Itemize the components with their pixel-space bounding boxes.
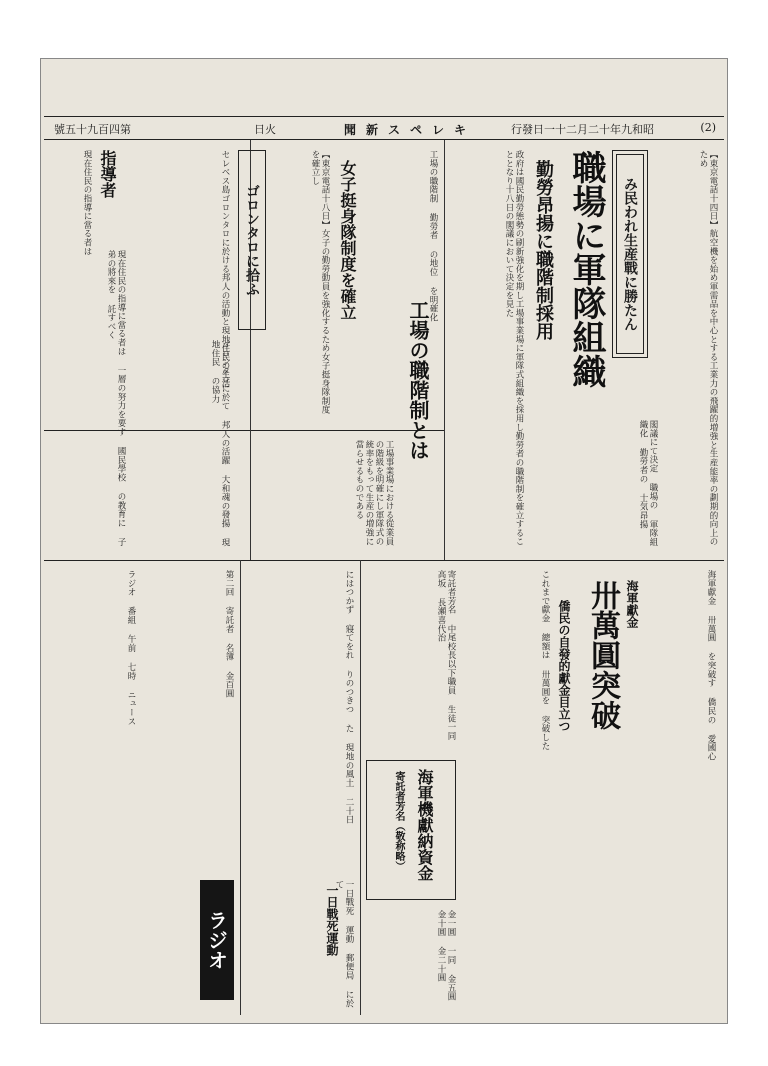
main-subheadline: 勤勞昂揚に職階制採用 — [533, 160, 554, 340]
paper-name: 聞新スペレキ — [344, 123, 477, 137]
navy-donation-subheadline: 僑民の自發的獻金目立つ — [557, 600, 571, 732]
body-column: 工場の職階制 勤勞者 の地位 を明確化 — [428, 150, 438, 322]
divider — [360, 560, 361, 1015]
banner-text: み民われ生産戰に勝たん — [616, 154, 644, 354]
body-column: 現在住民の指導に當る者は 一層の努力を要す 國民學校 の教育に 子弟の將來を 託すべく — [106, 250, 126, 547]
divider — [444, 140, 445, 560]
divider — [44, 560, 724, 561]
donor-list: 寄託者芳名 中尾校長以下職員 生徒一同 高坂 長瀬喜代治 — [436, 570, 456, 741]
navy-aircraft-fund-box — [366, 760, 456, 900]
weekday: 日火 — [254, 123, 276, 136]
navy-donation-headline: 卅萬圓突破 — [585, 580, 620, 730]
main-body-text: 政府は國民勤勞態勢の刷新強化を期し工場事業場に軍隊式組織を採用し勤勞者の職階制を確立することとなり十八日の閣議において決定を見た — [504, 150, 524, 546]
war-death-campaign-headline: 一日戰死運動 — [325, 884, 339, 956]
campaign-banner — [612, 150, 648, 358]
factory-rank-body: 工場事業場における從業員の階級を明確にし軍隊式の統率をもって生産の増強に當らせるものである — [354, 440, 394, 546]
womens-corps-body: 【東京電話十八日】女子の勤勞動員を強化するため女子挺身隊制度を確立し — [310, 150, 330, 414]
body-column: 閣議にて決定 職場の 軍隊組織化 勤勞者の 士気昂揚 — [638, 420, 658, 547]
leader-headline: 指導者 — [98, 150, 117, 198]
body-column: 第二回 寄託者 名簿 金百圓 — [224, 570, 234, 698]
body-column: 海軍獻金 卅萬圓 を突破す 僑民の 愛國心 — [706, 570, 716, 761]
radio-heading: ラジオ — [200, 880, 234, 1000]
body-column: にはつかず 寢てをれ りのつきつ た 現地の風土 二十日 — [344, 570, 354, 824]
body-column: ゴロンタロに於て 邦人の活躍 大和魂の發揚 現地住民 の協力 — [210, 340, 230, 547]
donor-list: 金一圓 一同 金五圓 金十圓 金二十圓 — [436, 910, 456, 1001]
page-header — [44, 116, 724, 140]
issue-number: 號五十九百四第 — [54, 123, 131, 136]
gorontalo-headline: ゴロンタロに拾ふ — [238, 150, 266, 330]
navy-aircraft-fund-subheadline: 寄託者芳名（敬称略） — [393, 771, 404, 871]
body-column: これまで獻金 總額は 卅萬圓を 突破した — [540, 570, 550, 751]
factory-rank-headline: 工場の職階制とは — [406, 300, 430, 460]
navy-donation-kicker: 海軍獻金 — [625, 580, 639, 628]
navy-aircraft-fund-headline: 海軍機獻納資金 — [415, 769, 434, 881]
divider — [240, 560, 241, 1015]
leader-body: 現在住民の指導に當る者は — [82, 150, 92, 256]
gorontalo-body: セレベス島ゴロンタロに於ける邦人の活動と現地住民の生活 — [220, 150, 230, 388]
body-column: 一日戰死 運動 郵便局 に於て — [334, 880, 354, 1008]
main-lead-text: 【東京電話十四日】航空機を始め軍需品を中心とする工業力の飛躍的増強と生産能率の劃期的向上のため — [698, 150, 718, 546]
page-number: (2) — [700, 121, 716, 134]
date-line: 行發日一十二月二十年九和昭 — [511, 123, 654, 136]
radio-schedule: ラジオ 番組 午前 七時 ニュース — [126, 570, 136, 726]
womens-corps-headline: 女子挺身隊制度を確立 — [338, 160, 357, 320]
main-headline: 職場に軍隊組織 — [566, 150, 606, 388]
